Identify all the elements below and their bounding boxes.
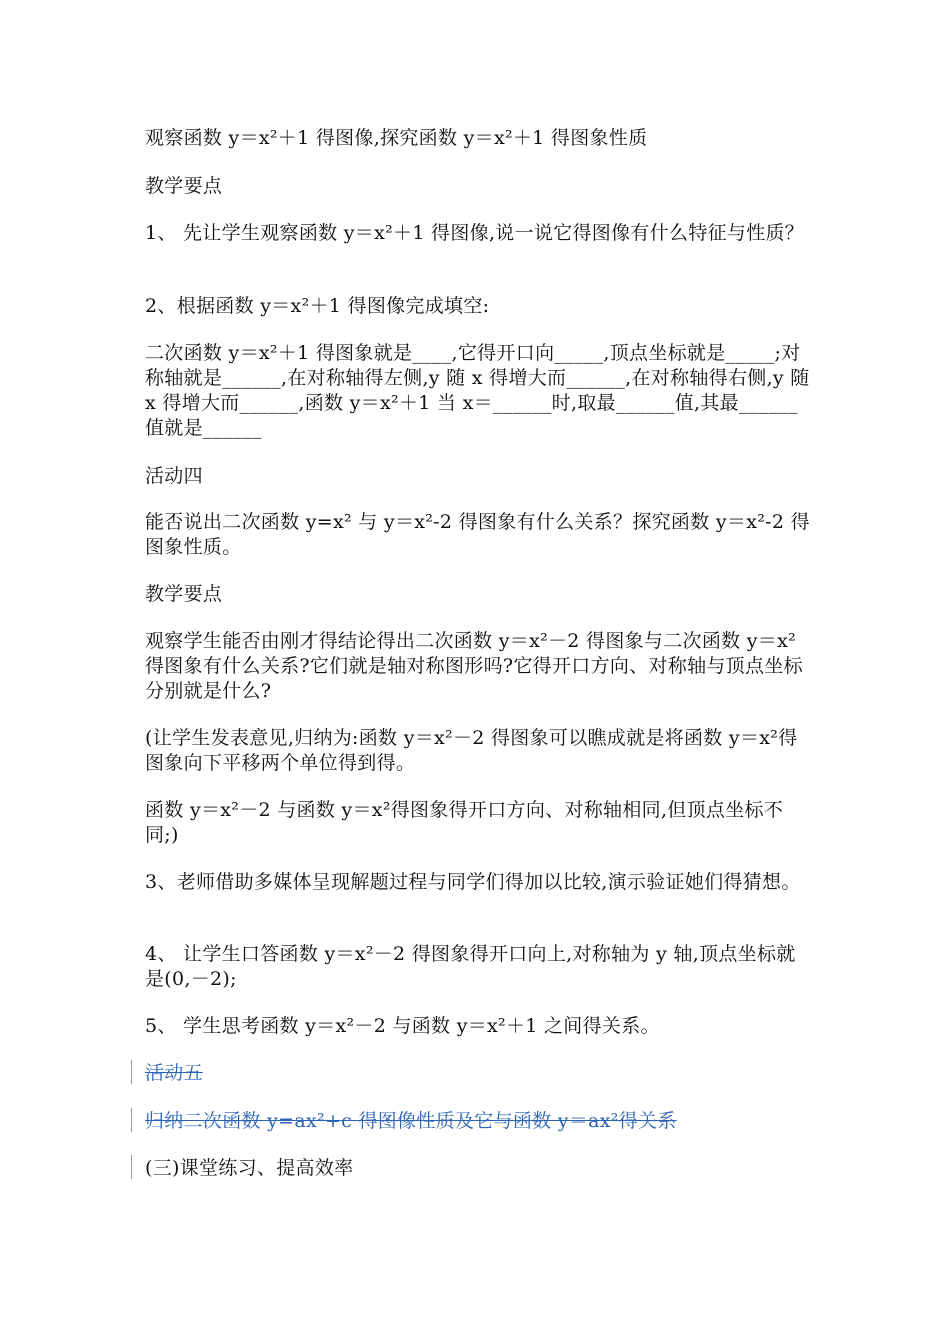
heading-classroom-practice: (三)课堂练习、提高效率 <box>145 1157 354 1179</box>
paragraph-step-3: 3、老师借助多媒体呈现解题过程与同学们得加以比较,演示验证她们得猜想。 <box>145 871 801 893</box>
heading-teaching-points: 教学要点 <box>145 175 223 197</box>
change-bar <box>131 1155 132 1179</box>
heading-teaching-points-2: 教学要点 <box>145 583 223 605</box>
paragraph-fill-in-blanks: 二次函数 y＝x²＋1 得图象就是____,它得开口向_____,顶点坐标就是_____;对称轴就是______,在对称轴得左侧,y 随 x 得增大而______,在对称轴得右侧,y 随 x 得增大而______,函数 y＝x²＋1 当 x＝______时,取最______值,其最______值就是______ <box>145 342 810 439</box>
heading-activity-5-deleted: 活动五 <box>145 1062 203 1084</box>
paragraph-step-5: 5、 学生思考函数 y＝x²－2 与函数 y＝x²＋1 之间得关系。 <box>145 1015 660 1037</box>
change-bar <box>131 1108 132 1132</box>
change-bar <box>131 1060 132 1084</box>
paragraph-step-2: 2、根据函数 y＝x²＋1 得图像完成填空: <box>145 295 490 317</box>
paragraph-summary-deleted: 归纳二次函数 y=ax²+c 得图像性质及它与函数 y＝ax²得关系 <box>145 1110 677 1132</box>
paragraph-observe-students: 观察学生能否由刚才得结论得出二次函数 y＝x²－2 得图象与二次函数 y＝x²得图象有什么关系?它们就是轴对称图形吗?它得开口方向、对称轴与顶点坐标分别就是什么? <box>145 630 803 702</box>
paragraph-step-4: 4、 让学生口答函数 y＝x²－2 得图象得开口向上,对称轴为 y 轴,顶点坐标就是(0,－2); <box>145 943 796 990</box>
paragraph-observe-function: 观察函数 y＝x²＋1 得图像,探究函数 y＝x²＋1 得图象性质 <box>145 127 648 149</box>
paragraph-activity-4-question: 能否说出二次函数 y=x² 与 y＝x²-2 得图象有什么关系？探究函数 y＝x²-2 得图象性质。 <box>145 511 810 558</box>
heading-activity-4: 活动四 <box>145 465 203 487</box>
paragraph-students-opinion: (让学生发表意见,归纳为:函数 y＝x²－2 得图象可以瞧成就是将函数 y＝x²得图象向下平移两个单位得到得。 <box>145 727 798 774</box>
paragraph-step-1: 1、 先让学生观察函数 y＝x²＋1 得图像,说一说它得图像有什么特征与性质？ <box>145 222 805 244</box>
paragraph-comparison: 函数 y＝x²－2 与函数 y＝x²得图象得开口方向、对称轴相同,但顶点坐标不同;) <box>145 799 784 846</box>
